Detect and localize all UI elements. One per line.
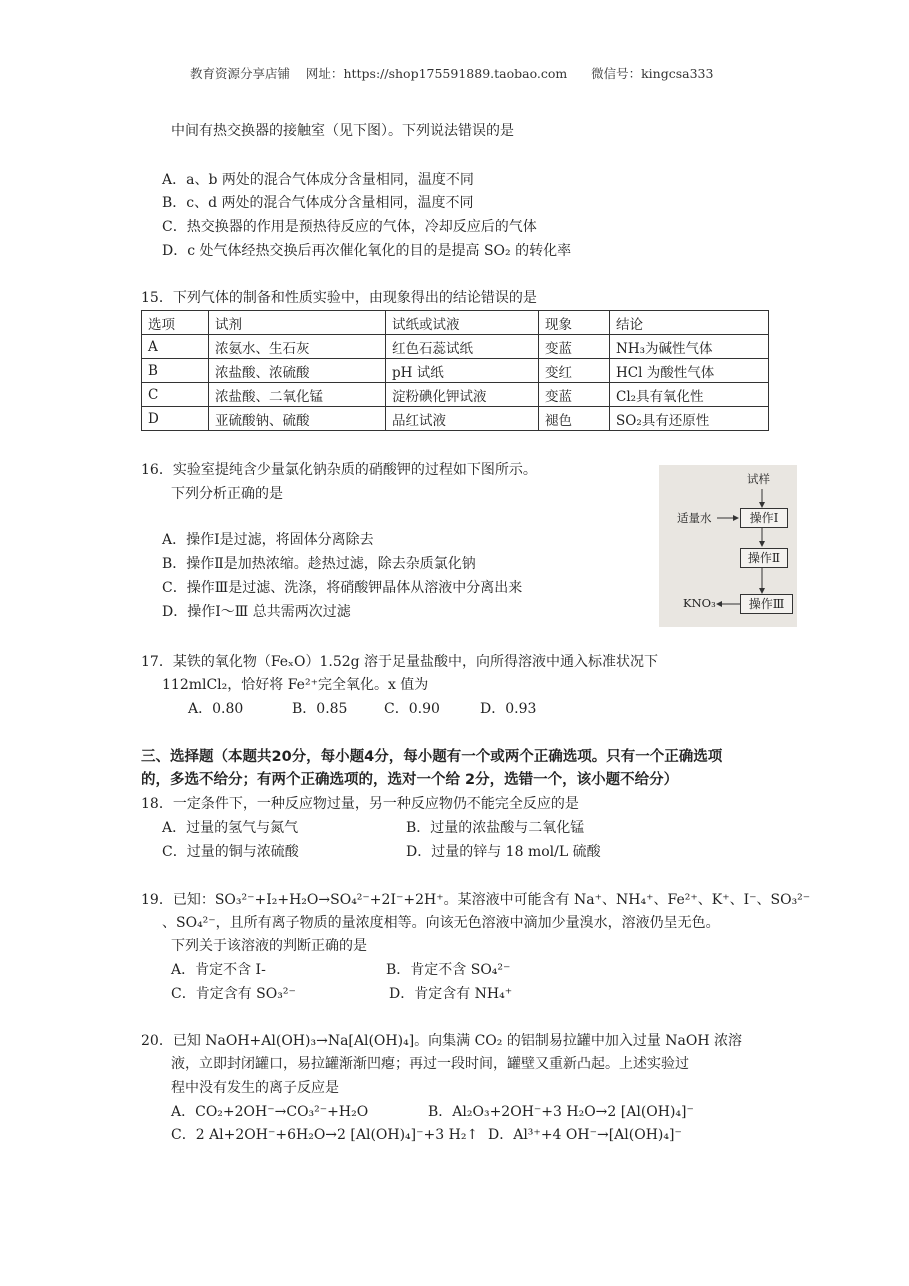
table-cell: SO₂具有还原性 bbox=[610, 407, 769, 431]
flow-water-label: 适量水 bbox=[677, 511, 712, 525]
table-header-cell: 现象 bbox=[539, 311, 610, 335]
q20-line-2: 液，立即封闭罐口，易拉罐渐渐凹瘪；再过一段时间，罐壁又重新凸起。上述实验过 bbox=[171, 1056, 689, 1072]
q18-option-b: B．过量的浓盐酸与二氧化锰 bbox=[406, 820, 585, 836]
q17-option-c: C．0.90 bbox=[384, 701, 440, 717]
q14-option-a: A．a、b 两处的混合气体成分含量相同，温度不同 bbox=[162, 172, 474, 188]
table-cell: B bbox=[142, 359, 209, 383]
q16-stem-1: 16．实验室提纯含少量氯化钠杂质的硝酸钾的过程如下图所示。 bbox=[141, 462, 537, 478]
q20-option-d: D．Al³⁺+4 OH⁻→[Al(OH)₄]⁻ bbox=[488, 1127, 682, 1143]
q20-line-3: 程中没有发生的离子反应是 bbox=[171, 1080, 339, 1096]
flow-product-label: KNO₃ bbox=[683, 596, 716, 610]
q18-option-c: C．过量的铜与浓硫酸 bbox=[162, 844, 299, 860]
table-cell: NH₃为碱性气体 bbox=[610, 335, 769, 359]
q18-option-d: D．过量的锌与 18 mol/L 硫酸 bbox=[406, 844, 601, 860]
table-cell: 浓盐酸、二氧化锰 bbox=[209, 383, 386, 407]
table-row bbox=[142, 335, 769, 359]
q15-stem: 15．下列气体的制备和性质实验中，由现象得出的结论错误的是 bbox=[141, 290, 537, 306]
header-shop: 教育资源分享店铺 bbox=[190, 66, 291, 81]
table-cell: pH 试纸 bbox=[386, 359, 539, 383]
q20-option-c: C．2 Al+2OH⁻+6H₂O→2 [Al(OH)₄]⁻+3 H₂↑ bbox=[171, 1127, 479, 1143]
table-header-cell: 试剂 bbox=[209, 311, 386, 335]
q16-option-c: C．操作Ⅲ是过滤、洗涤，将硝酸钾晶体从溶液中分离出来 bbox=[162, 580, 523, 596]
flow-op2-box: 操作Ⅱ bbox=[740, 548, 788, 568]
table-cell: 变蓝 bbox=[539, 383, 610, 407]
q16-option-d: D．操作Ⅰ～Ⅲ 总共需两次过滤 bbox=[162, 604, 351, 620]
table-cell: 红色石蕊试纸 bbox=[386, 335, 539, 359]
q17-option-b: B．0.85 bbox=[292, 701, 348, 717]
table-header-row bbox=[142, 311, 769, 335]
table-cell: 亚硫酸钠、硫酸 bbox=[209, 407, 386, 431]
q20-option-a: A．CO₂+2OH⁻→CO₃²⁻+H₂O bbox=[171, 1104, 369, 1120]
q17-line-2: 112mlCl₂，恰好将 Fe²⁺完全氧化。x 值为 bbox=[162, 677, 429, 693]
table-cell: HCl 为酸性气体 bbox=[610, 359, 769, 383]
q16-option-b: B．操作Ⅱ是加热浓缩。趁热过滤，除去杂质氯化钠 bbox=[162, 556, 476, 572]
table-cell: A bbox=[142, 335, 209, 359]
table-header-cell: 选项 bbox=[142, 311, 209, 335]
q19-option-b: B．肯定不含 SO₄²⁻ bbox=[386, 962, 511, 978]
header-url-label: 网址： bbox=[305, 66, 344, 81]
q20-option-b: B．Al₂O₃+2OH⁻+3 H₂O→2 [Al(OH)₄]⁻ bbox=[428, 1104, 694, 1120]
q20-line-1: 20．已知 NaOH+Al(OH)₃→Na[Al(OH)₄]。向集满 CO₂ 的铝制易拉罐中加入过量 NaOH 浓溶 bbox=[141, 1033, 743, 1049]
q18-option-a: A．过量的氢气与氮气 bbox=[162, 820, 299, 836]
q17-option-d: D．0.93 bbox=[480, 701, 537, 717]
flow-op1-box: 操作Ⅰ bbox=[740, 508, 788, 528]
q14-option-d: D．c 处气体经热交换后再次催化氧化的目的是提高 SO₂ 的转化率 bbox=[162, 243, 572, 259]
q19-line-3: 下列关于该溶液的判断正确的是 bbox=[171, 938, 367, 954]
flow-sample-label: 试样 bbox=[747, 472, 770, 486]
table-cell: 浓氨水、生石灰 bbox=[209, 335, 386, 359]
q19-option-c: C．肯定含有 SO₃²⁻ bbox=[171, 986, 296, 1002]
flow-op3-box: 操作Ⅲ bbox=[740, 594, 793, 614]
q19-option-a: A．肯定不含 I- bbox=[171, 962, 266, 978]
q16-stem-2: 下列分析正确的是 bbox=[171, 486, 283, 502]
table-row bbox=[142, 359, 769, 383]
table-cell: 淀粉碘化钾试液 bbox=[386, 383, 539, 407]
q17-option-a: A．0.80 bbox=[188, 701, 244, 717]
q16-option-a: A．操作Ⅰ是过滤，将固体分离除去 bbox=[162, 532, 374, 548]
table-cell: 变红 bbox=[539, 359, 610, 383]
q19-line-2: 、SO₄²⁻，且所有离子物质的量浓度相等。向该无色溶液中滴加少量溴水，溶液仍呈无色。 bbox=[162, 915, 720, 931]
table-cell: C bbox=[142, 383, 209, 407]
table-cell: 褪色 bbox=[539, 407, 610, 431]
section3-heading-1: 三、选择题（本题共20分，每小题4分，每小题有一个或两个正确选项。只有一个正确选项 bbox=[141, 749, 723, 765]
q14-stem: 中间有热交换器的接触室（见下图）。下列说法错误的是 bbox=[171, 123, 514, 139]
q18-stem: 18．一定条件下，一种反应物过量，另一种反应物仍不能完全反应的是 bbox=[141, 796, 579, 812]
header-wechat: kingcsa333 bbox=[641, 66, 714, 81]
q15-table bbox=[141, 310, 769, 431]
q19-line-1: 19．已知：SO₃²⁻+I₂+H₂O→SO₄²⁻+2I⁻+2H⁺。某溶液中可能含有 Na⁺、NH₄⁺、Fe²⁺、K⁺、I⁻、SO₃²⁻ bbox=[141, 892, 811, 908]
q16-flow-diagram bbox=[659, 465, 797, 627]
q19-option-d: D．肯定含有 NH₄⁺ bbox=[389, 986, 513, 1002]
table-cell: Cl₂具有氧化性 bbox=[610, 383, 769, 407]
header-wechat-label: 微信号： bbox=[591, 66, 642, 81]
table-cell: D bbox=[142, 407, 209, 431]
section3-heading-2: 的，多选不给分；有两个正确选项的，选对一个给 2分，选错一个，该小题不给分） bbox=[141, 772, 679, 788]
table-header-cell: 试纸或试液 bbox=[386, 311, 539, 335]
table-cell: 浓盐酸、浓硫酸 bbox=[209, 359, 386, 383]
table-row bbox=[142, 383, 769, 407]
table-header-cell: 结论 bbox=[610, 311, 769, 335]
table-cell: 变蓝 bbox=[539, 335, 610, 359]
table-cell: 品红试液 bbox=[386, 407, 539, 431]
q14-option-c: C．热交换器的作用是预热待反应的气体，冷却反应后的气体 bbox=[162, 219, 537, 235]
q17-line-1: 17．某铁的氧化物（FeₓO）1.52g 溶于足量盐酸中，向所得溶液中通入标准状况下 bbox=[141, 654, 659, 670]
q14-option-b: B．c、d 两处的混合气体成分含量相同，温度不同 bbox=[162, 195, 474, 211]
page-header bbox=[190, 66, 713, 81]
header-url[interactable]: https://shop175591889.taobao.com bbox=[343, 66, 568, 81]
table-row bbox=[142, 407, 769, 431]
